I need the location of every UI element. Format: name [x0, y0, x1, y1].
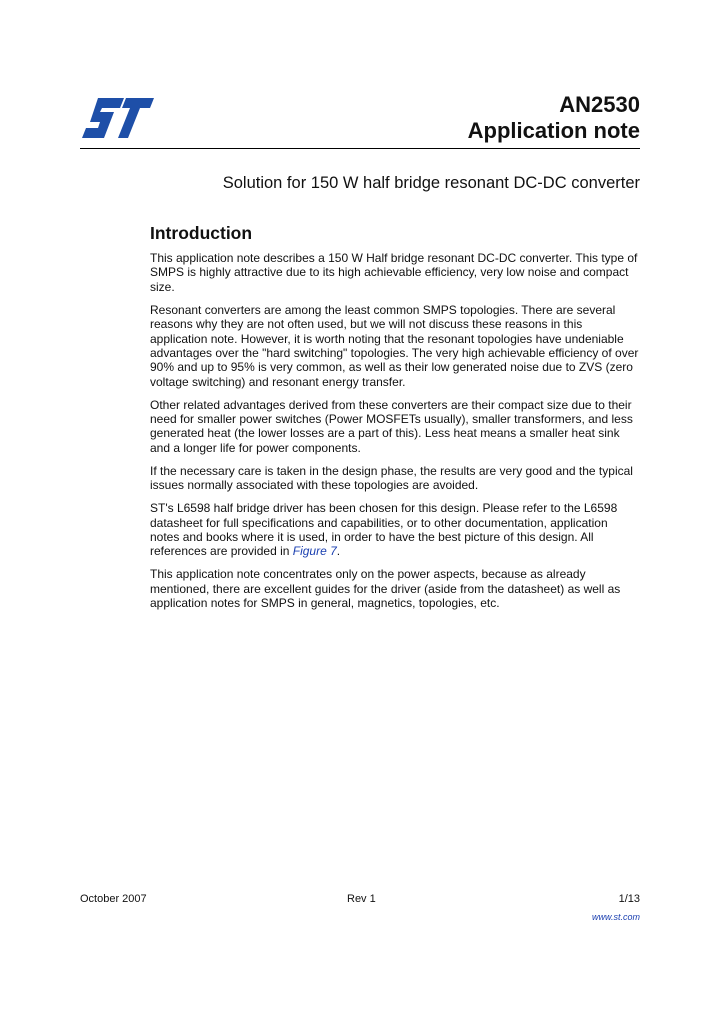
document-number: AN2530: [559, 92, 640, 117]
introduction-heading: Introduction: [150, 223, 253, 243]
header-divider: [80, 148, 640, 149]
intro-paragraph-4: If the necessary care is taken in the design phase, the results are very good and the typical issues normally associated with these topologies are avoided.: [150, 463, 633, 493]
st-logo: [80, 96, 156, 140]
footer-date: October 2007: [80, 893, 147, 905]
intro-paragraph-5: [150, 501, 640, 559]
document-type: Application note: [467, 118, 640, 143]
introduction-body: [150, 251, 640, 619]
figure-7-link[interactable]: Figure 7: [292, 544, 337, 559]
website-link[interactable]: www.st.com: [591, 912, 640, 922]
intro-paragraph-2: Resonant converters are among the least common SMPS topologies. There are several reasons why they are not often used, but we will not discuss these reasons in this application note. However, it is worth noting that the resonant topologies have undeniable advantages over the "hard switching" topologies. The very high achievable efficiency of over 90% and up to 95% is very common, as well as their low generated noise due to ZVS (zero voltage switching) and resonant energy transfer.: [150, 302, 639, 389]
intro-paragraph-5-text: ST's L6598 half bridge driver has been chosen for this design. Please refer to the L6598 datasheet for full specifications and capabilities, or to other documentation, application notes and books where it is used, in order to have the best picture of this design. All references are provided in: [150, 501, 618, 559]
st-logo-s-mark: [82, 98, 124, 138]
footer-page-number: 1/13: [618, 893, 640, 905]
intro-paragraph-5-end: .: [336, 544, 341, 559]
intro-paragraph-6: This application note concentrates only on the power aspects, because as already mentioned, there are excellent guides for the driver (aside from the datasheet) as well as application notes for SMPS in general, magnetics, topologies, etc.: [150, 567, 621, 611]
document-subtitle: Solution for 150 W half bridge resonant DC-DC converter: [222, 174, 640, 192]
intro-paragraph-3: Other related advantages derived from these converters are their compact size due to their need for smaller power switches (Power MOSFETs usually), smaller transformers, and less generated heat (the lower losses are a part of this). Less heat means a smaller heat sink and a longer life for power components.: [150, 397, 633, 455]
st-logo-t-mark: [118, 98, 154, 138]
footer-revision: Rev 1: [347, 893, 376, 905]
intro-paragraph-1: This application note describes a 150 W Half bridge resonant DC-DC converter. This type of SMPS is highly attractive due to its high achievable efficiency, very low noise and compact size.: [150, 251, 638, 294]
